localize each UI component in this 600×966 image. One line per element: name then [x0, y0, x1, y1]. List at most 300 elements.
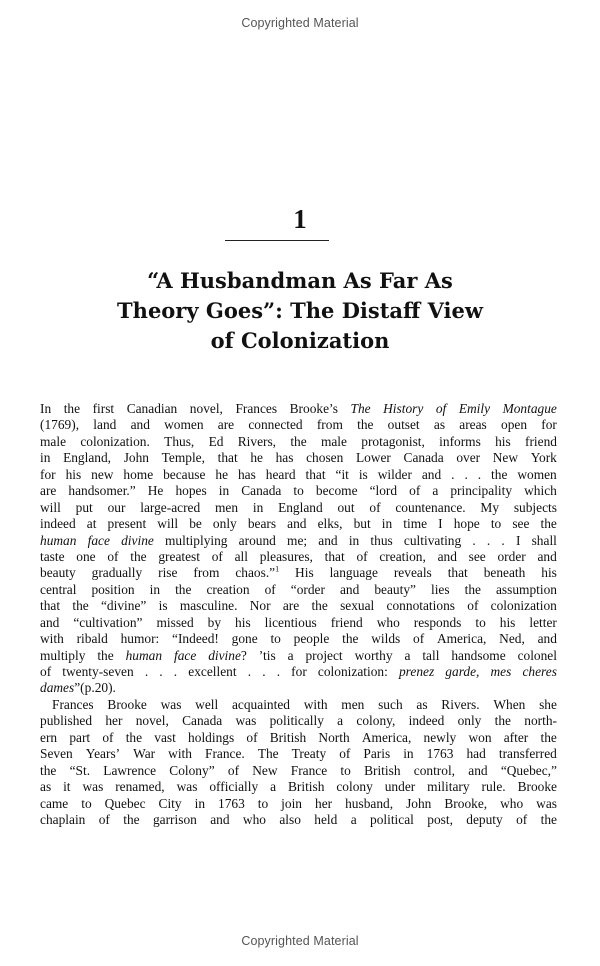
- text-word: handsome: [451, 647, 506, 663]
- text-word: connected: [248, 417, 303, 433]
- text-word: lies: [430, 581, 450, 597]
- text-word: chosen: [306, 450, 344, 466]
- text-word: of: [413, 631, 425, 647]
- text-word: in: [252, 499, 264, 515]
- text-word: War: [133, 746, 156, 762]
- text-word: subjects: [513, 499, 557, 515]
- text-word: part: [69, 729, 91, 745]
- text-word: project: [305, 647, 343, 663]
- footnote-marker: 1: [275, 564, 280, 574]
- text-word: ribald: [76, 631, 108, 647]
- text-word: renamed,: [115, 779, 165, 795]
- text-word: France: [290, 762, 328, 778]
- text-word: with: [168, 746, 192, 762]
- text-word: came: [40, 795, 69, 811]
- text-word: men: [341, 696, 365, 712]
- text-word: gone: [231, 631, 258, 647]
- text-line: [40, 730, 557, 746]
- text-word: dames”: [40, 680, 81, 696]
- text-word: be: [189, 516, 202, 532]
- text-word: divine?: [208, 647, 247, 663]
- text-word: Ned,: [499, 631, 525, 647]
- text-word: I: [438, 516, 443, 532]
- text-word: “Indeed!: [172, 631, 219, 647]
- text-word: politically: [269, 713, 324, 729]
- text-line: [40, 450, 557, 466]
- text-word: of: [211, 548, 223, 564]
- text-word: political: [370, 811, 414, 827]
- text-word: of: [40, 664, 52, 679]
- text-word: our: [107, 499, 126, 515]
- text-word: “divine”: [100, 598, 147, 614]
- text-word: she: [539, 696, 557, 712]
- text-word: was: [235, 713, 257, 729]
- text-word: order: [497, 548, 526, 564]
- text-line: [40, 779, 557, 795]
- text-word: the: [72, 598, 89, 614]
- text-word: .: [262, 664, 266, 679]
- text-word: open: [501, 417, 528, 433]
- text-word: novel,: [135, 713, 169, 729]
- text-word: .: [477, 466, 482, 482]
- text-word: .: [464, 466, 468, 482]
- text-word: in: [381, 516, 393, 532]
- text-word: newly: [423, 729, 457, 745]
- text-word: beauty: [40, 565, 76, 581]
- text-word: cultivating: [403, 532, 462, 548]
- text-word: North: [318, 729, 350, 745]
- text-word: women: [164, 417, 204, 433]
- text-word: the: [311, 598, 328, 614]
- text-word: England: [278, 499, 323, 515]
- copyright-watermark-top: Copyrighted Material: [241, 16, 359, 30]
- text-line: [40, 500, 557, 516]
- text-word: become: [315, 483, 358, 499]
- text-word: the: [40, 762, 57, 778]
- text-word: the: [125, 729, 143, 745]
- text-word: post,: [427, 811, 453, 827]
- text-word: of: [102, 729, 114, 745]
- text-line: [40, 697, 557, 713]
- text-word: because: [163, 466, 206, 482]
- text-word: elks,: [317, 516, 343, 532]
- text-word: for: [541, 417, 557, 433]
- text-word: me;: [287, 532, 308, 548]
- text-word: colonization:: [317, 664, 388, 679]
- text-word: sexual: [340, 598, 375, 614]
- text-word: taste: [40, 548, 65, 564]
- text-word: “Quebec,”: [500, 762, 557, 778]
- text-word: chaos.”$^1$: [235, 564, 280, 581]
- text-word: gradually: [91, 565, 143, 581]
- text-word: to: [270, 631, 281, 647]
- text-word: that: [217, 450, 238, 466]
- body-text: [40, 401, 557, 828]
- text-word: rise: [158, 565, 178, 581]
- text-word: City: [158, 795, 182, 811]
- text-word: to: [293, 483, 304, 499]
- text-word: human: [125, 647, 163, 663]
- text-word: of: [107, 548, 119, 564]
- copyright-watermark-bottom: Copyrighted Material: [241, 934, 359, 948]
- text-word: that: [324, 548, 345, 564]
- text-word: a: [270, 779, 277, 795]
- text-word: bears: [247, 516, 277, 532]
- text-word: a: [350, 811, 357, 827]
- text-word: colony,: [356, 713, 396, 729]
- text-word: large-acred: [140, 499, 201, 515]
- text-word: The: [257, 746, 279, 762]
- text-word: Temple,: [161, 450, 205, 466]
- text-word: .: [144, 664, 149, 679]
- chapter-number: 1: [293, 204, 307, 234]
- text-word: greatest: [158, 548, 200, 564]
- text-word: which: [524, 483, 557, 499]
- text-word: are: [217, 417, 235, 433]
- text-word: deputy: [466, 811, 503, 827]
- text-line: [40, 763, 557, 779]
- text-word: with: [303, 696, 328, 712]
- text-word: as: [40, 779, 52, 795]
- text-word: .: [247, 664, 252, 679]
- text-word: of: [227, 762, 240, 778]
- text-word: north-: [524, 713, 557, 729]
- text-word: after: [503, 729, 529, 745]
- text-word: creation,: [379, 548, 426, 564]
- text-word: to: [81, 795, 92, 811]
- text-word: mes: [490, 664, 512, 679]
- text-word: chaplain: [40, 811, 86, 827]
- text-word: from: [316, 417, 343, 433]
- text-word: women: [517, 466, 557, 482]
- text-line: [40, 549, 557, 565]
- text-word: indeed: [40, 516, 76, 532]
- text-word: to: [490, 516, 502, 532]
- text-word: from: [193, 565, 220, 581]
- text-line: [40, 648, 557, 664]
- text-word: America,: [361, 729, 412, 745]
- text-word: held: [314, 811, 338, 827]
- text-word: Canada: [241, 483, 282, 499]
- chapter-title-line: “A Husbandman As Far As: [147, 268, 453, 293]
- text-word: published: [40, 713, 93, 729]
- text-word: military: [427, 779, 470, 795]
- text-word: vast: [154, 729, 176, 745]
- text-word: the: [97, 647, 114, 663]
- text-word: Canada: [182, 713, 223, 729]
- text-word: his: [65, 466, 82, 482]
- text-word: the: [540, 516, 557, 532]
- text-word: John: [406, 795, 432, 811]
- text-word: land: [93, 417, 117, 433]
- text-line: [40, 582, 557, 598]
- text-line: [40, 615, 557, 631]
- text-word: officially: [209, 779, 259, 795]
- text-word: all: [234, 548, 248, 564]
- text-word: the: [464, 581, 481, 597]
- text-word: informs: [439, 433, 481, 449]
- text-word: “order: [290, 581, 325, 597]
- text-word: see: [468, 548, 486, 564]
- text-word: He: [147, 483, 164, 499]
- text-word: see: [512, 516, 530, 532]
- text-word: 20).: [94, 680, 116, 696]
- text-word: Canada: [403, 450, 444, 466]
- text-word: York: [530, 450, 557, 466]
- text-word: licentious: [264, 614, 317, 630]
- chapter-title-line: of Colonization: [210, 328, 390, 353]
- text-word: .: [501, 532, 505, 548]
- text-word: “St.: [69, 762, 91, 778]
- text-word: “cultivation”: [73, 614, 143, 630]
- text-word: who: [500, 795, 524, 811]
- text-word: at: [86, 516, 97, 532]
- text-word: 1763: [426, 746, 454, 762]
- text-word: friend: [330, 614, 363, 630]
- text-word: humor:: [120, 631, 160, 647]
- text-word: connotations: [386, 598, 455, 614]
- text-word: the: [123, 811, 140, 827]
- text-word: cheres: [522, 664, 557, 679]
- text-word: 1763: [218, 795, 245, 811]
- text-word: to: [340, 762, 351, 778]
- text-word: Years’: [85, 746, 121, 762]
- text-word: colonization.: [80, 433, 150, 449]
- text-word: a: [432, 483, 439, 499]
- text-word: home: [123, 466, 154, 482]
- text-word: hopes: [175, 483, 207, 499]
- text-word: and: [468, 762, 488, 778]
- text-word: the: [357, 417, 374, 433]
- text-word: responds: [413, 614, 462, 630]
- text-word: in: [40, 450, 51, 466]
- text-word: will: [40, 499, 61, 515]
- text-line: [40, 812, 557, 828]
- text-line: [40, 664, 557, 680]
- text-word: shall: [531, 532, 557, 548]
- text-word: was: [82, 779, 104, 795]
- text-word: principality: [450, 483, 513, 499]
- text-word: he: [250, 450, 263, 466]
- text-word: and: [537, 548, 557, 564]
- text-word: first: [92, 401, 115, 416]
- text-word: Seven: [40, 746, 73, 762]
- text-word: Rivers.: [441, 696, 480, 712]
- chapter-title-line: Theory Goes”: The Distaff View: [117, 298, 483, 323]
- text-word: also: [279, 811, 301, 827]
- text-word: England,: [63, 450, 112, 466]
- text-word: .: [486, 532, 491, 548]
- text-word: divine: [121, 532, 154, 548]
- text-word: his: [495, 433, 511, 449]
- text-word: Montague: [502, 401, 557, 416]
- text-word: around: [238, 532, 276, 548]
- text-word: and: [40, 614, 60, 630]
- text-word: beauty”: [374, 581, 416, 597]
- text-word: and: [537, 631, 557, 647]
- text-word: I: [515, 532, 521, 548]
- text-word: ern: [40, 729, 58, 745]
- text-word: Frances: [52, 696, 94, 712]
- text-word: male: [40, 433, 67, 449]
- text-word: colony: [336, 779, 373, 795]
- text-word: of: [467, 598, 479, 614]
- text-word: has: [275, 450, 294, 466]
- text-word: language: [329, 565, 378, 581]
- text-word: creation: [206, 581, 250, 597]
- text-line: [40, 680, 557, 696]
- text-word: such: [378, 696, 403, 712]
- text-word: assumption: [495, 581, 557, 597]
- text-word: central: [40, 581, 77, 597]
- text-word: won: [468, 729, 492, 745]
- text-word: of: [246, 729, 258, 745]
- text-word: one: [76, 548, 96, 564]
- text-word: British: [287, 779, 325, 795]
- text-word: Emily: [458, 401, 491, 416]
- text-word: Rivers,: [237, 433, 277, 449]
- text-word: “it: [335, 466, 349, 482]
- text-word: present: [107, 516, 147, 532]
- text-word: had: [466, 746, 486, 762]
- text-word: .: [472, 532, 476, 548]
- text-line: [40, 598, 557, 614]
- text-word: to: [475, 614, 486, 630]
- text-word: of: [264, 581, 276, 597]
- text-word: it: [63, 779, 71, 795]
- text-word: My: [480, 499, 500, 515]
- text-word: that: [40, 598, 61, 614]
- text-word: under: [384, 779, 416, 795]
- text-word: the: [540, 729, 557, 745]
- text-word: will: [157, 516, 179, 532]
- text-word: face: [173, 647, 197, 663]
- text-word: with: [40, 631, 64, 647]
- text-word: only: [212, 516, 237, 532]
- text-word: Brooke,: [444, 795, 488, 811]
- text-word: and: [210, 811, 230, 827]
- text-word: hope: [453, 516, 480, 532]
- text-word: wilds: [371, 631, 401, 647]
- text-word: Lawrence: [103, 762, 157, 778]
- text-word: pleasures,: [259, 548, 313, 564]
- text-word: In: [40, 401, 52, 416]
- text-word: his: [235, 614, 251, 630]
- text-word: the: [540, 811, 557, 827]
- text-word: Brooke’s: [289, 401, 338, 416]
- text-word: as: [433, 417, 446, 433]
- text-word: by: [207, 614, 222, 630]
- text-word: are: [282, 598, 300, 614]
- text-word: novel,: [189, 401, 223, 416]
- text-word: to: [257, 795, 269, 811]
- text-word: America,: [436, 631, 487, 647]
- text-word: the: [494, 713, 511, 729]
- text-word: .: [173, 664, 178, 679]
- text-word: His: [295, 565, 314, 581]
- text-word: over: [456, 450, 481, 466]
- text-word: protagonist,: [361, 433, 425, 449]
- text-word: ’tis: [258, 647, 276, 663]
- text-line: [40, 434, 557, 450]
- text-word: a: [337, 713, 344, 729]
- text-word: her: [105, 713, 123, 729]
- text-word: that: [305, 466, 326, 482]
- text-line: [40, 631, 557, 647]
- text-word: human: [40, 532, 77, 548]
- text-word: countenance.: [395, 499, 466, 515]
- text-word: out: [337, 499, 355, 515]
- text-word: masculine.: [179, 598, 238, 614]
- text-line: [40, 417, 557, 433]
- text-word: John: [123, 450, 149, 466]
- text-word: missed: [156, 614, 194, 630]
- text-word: as: [416, 696, 428, 712]
- text-word: his: [499, 614, 516, 630]
- text-word: reveals: [393, 565, 432, 581]
- text-word: Brooke: [517, 779, 557, 795]
- text-word: prenez: [398, 664, 435, 679]
- text-word: beneath: [483, 565, 526, 581]
- text-word: .: [451, 466, 455, 482]
- text-word: thus: [370, 532, 393, 548]
- text-word: friend: [525, 433, 557, 449]
- text-word: in: [218, 483, 230, 499]
- text-word: of: [435, 401, 447, 416]
- text-word: excellent: [188, 664, 237, 679]
- text-word: outset: [387, 417, 420, 433]
- text-word: rule.: [481, 779, 506, 795]
- text-word: new: [91, 466, 114, 482]
- text-word: of: [516, 811, 528, 827]
- text-word: was: [160, 696, 182, 712]
- text-line: [40, 746, 557, 762]
- text-word: but: [353, 516, 371, 532]
- text-word: and: [437, 548, 457, 564]
- text-word: of: [98, 811, 110, 827]
- chapter-title: [40, 266, 560, 356]
- text-word: well: [195, 696, 219, 712]
- text-word: acquainted: [231, 696, 290, 712]
- text-word: The: [350, 401, 371, 416]
- text-word: a: [287, 647, 294, 663]
- text-word: and: [339, 581, 360, 597]
- text-line: [40, 713, 557, 729]
- text-word: the: [491, 466, 508, 482]
- text-word: Thus,: [164, 433, 195, 449]
- text-word: Paris: [363, 746, 391, 762]
- text-word: for: [40, 466, 56, 482]
- text-word: position: [91, 581, 135, 597]
- text-word: multiply: [40, 647, 86, 663]
- text-word: time: [403, 516, 428, 532]
- text-word: the: [63, 401, 81, 416]
- text-word: tall: [422, 647, 440, 663]
- text-word: Colony”: [169, 762, 215, 778]
- text-word: worthy: [354, 647, 393, 663]
- text-word: who: [242, 811, 266, 827]
- text-word: areas: [459, 417, 487, 433]
- text-word: Canadian: [126, 401, 178, 416]
- text-word: garrison: [152, 811, 197, 827]
- text-word: of: [339, 746, 351, 762]
- text-word: is: [158, 598, 168, 614]
- text-word: British: [364, 762, 401, 778]
- text-word: a: [404, 647, 411, 663]
- text-word: Lower: [355, 450, 391, 466]
- text-line: [40, 796, 557, 812]
- text-word: (p.: [80, 680, 95, 696]
